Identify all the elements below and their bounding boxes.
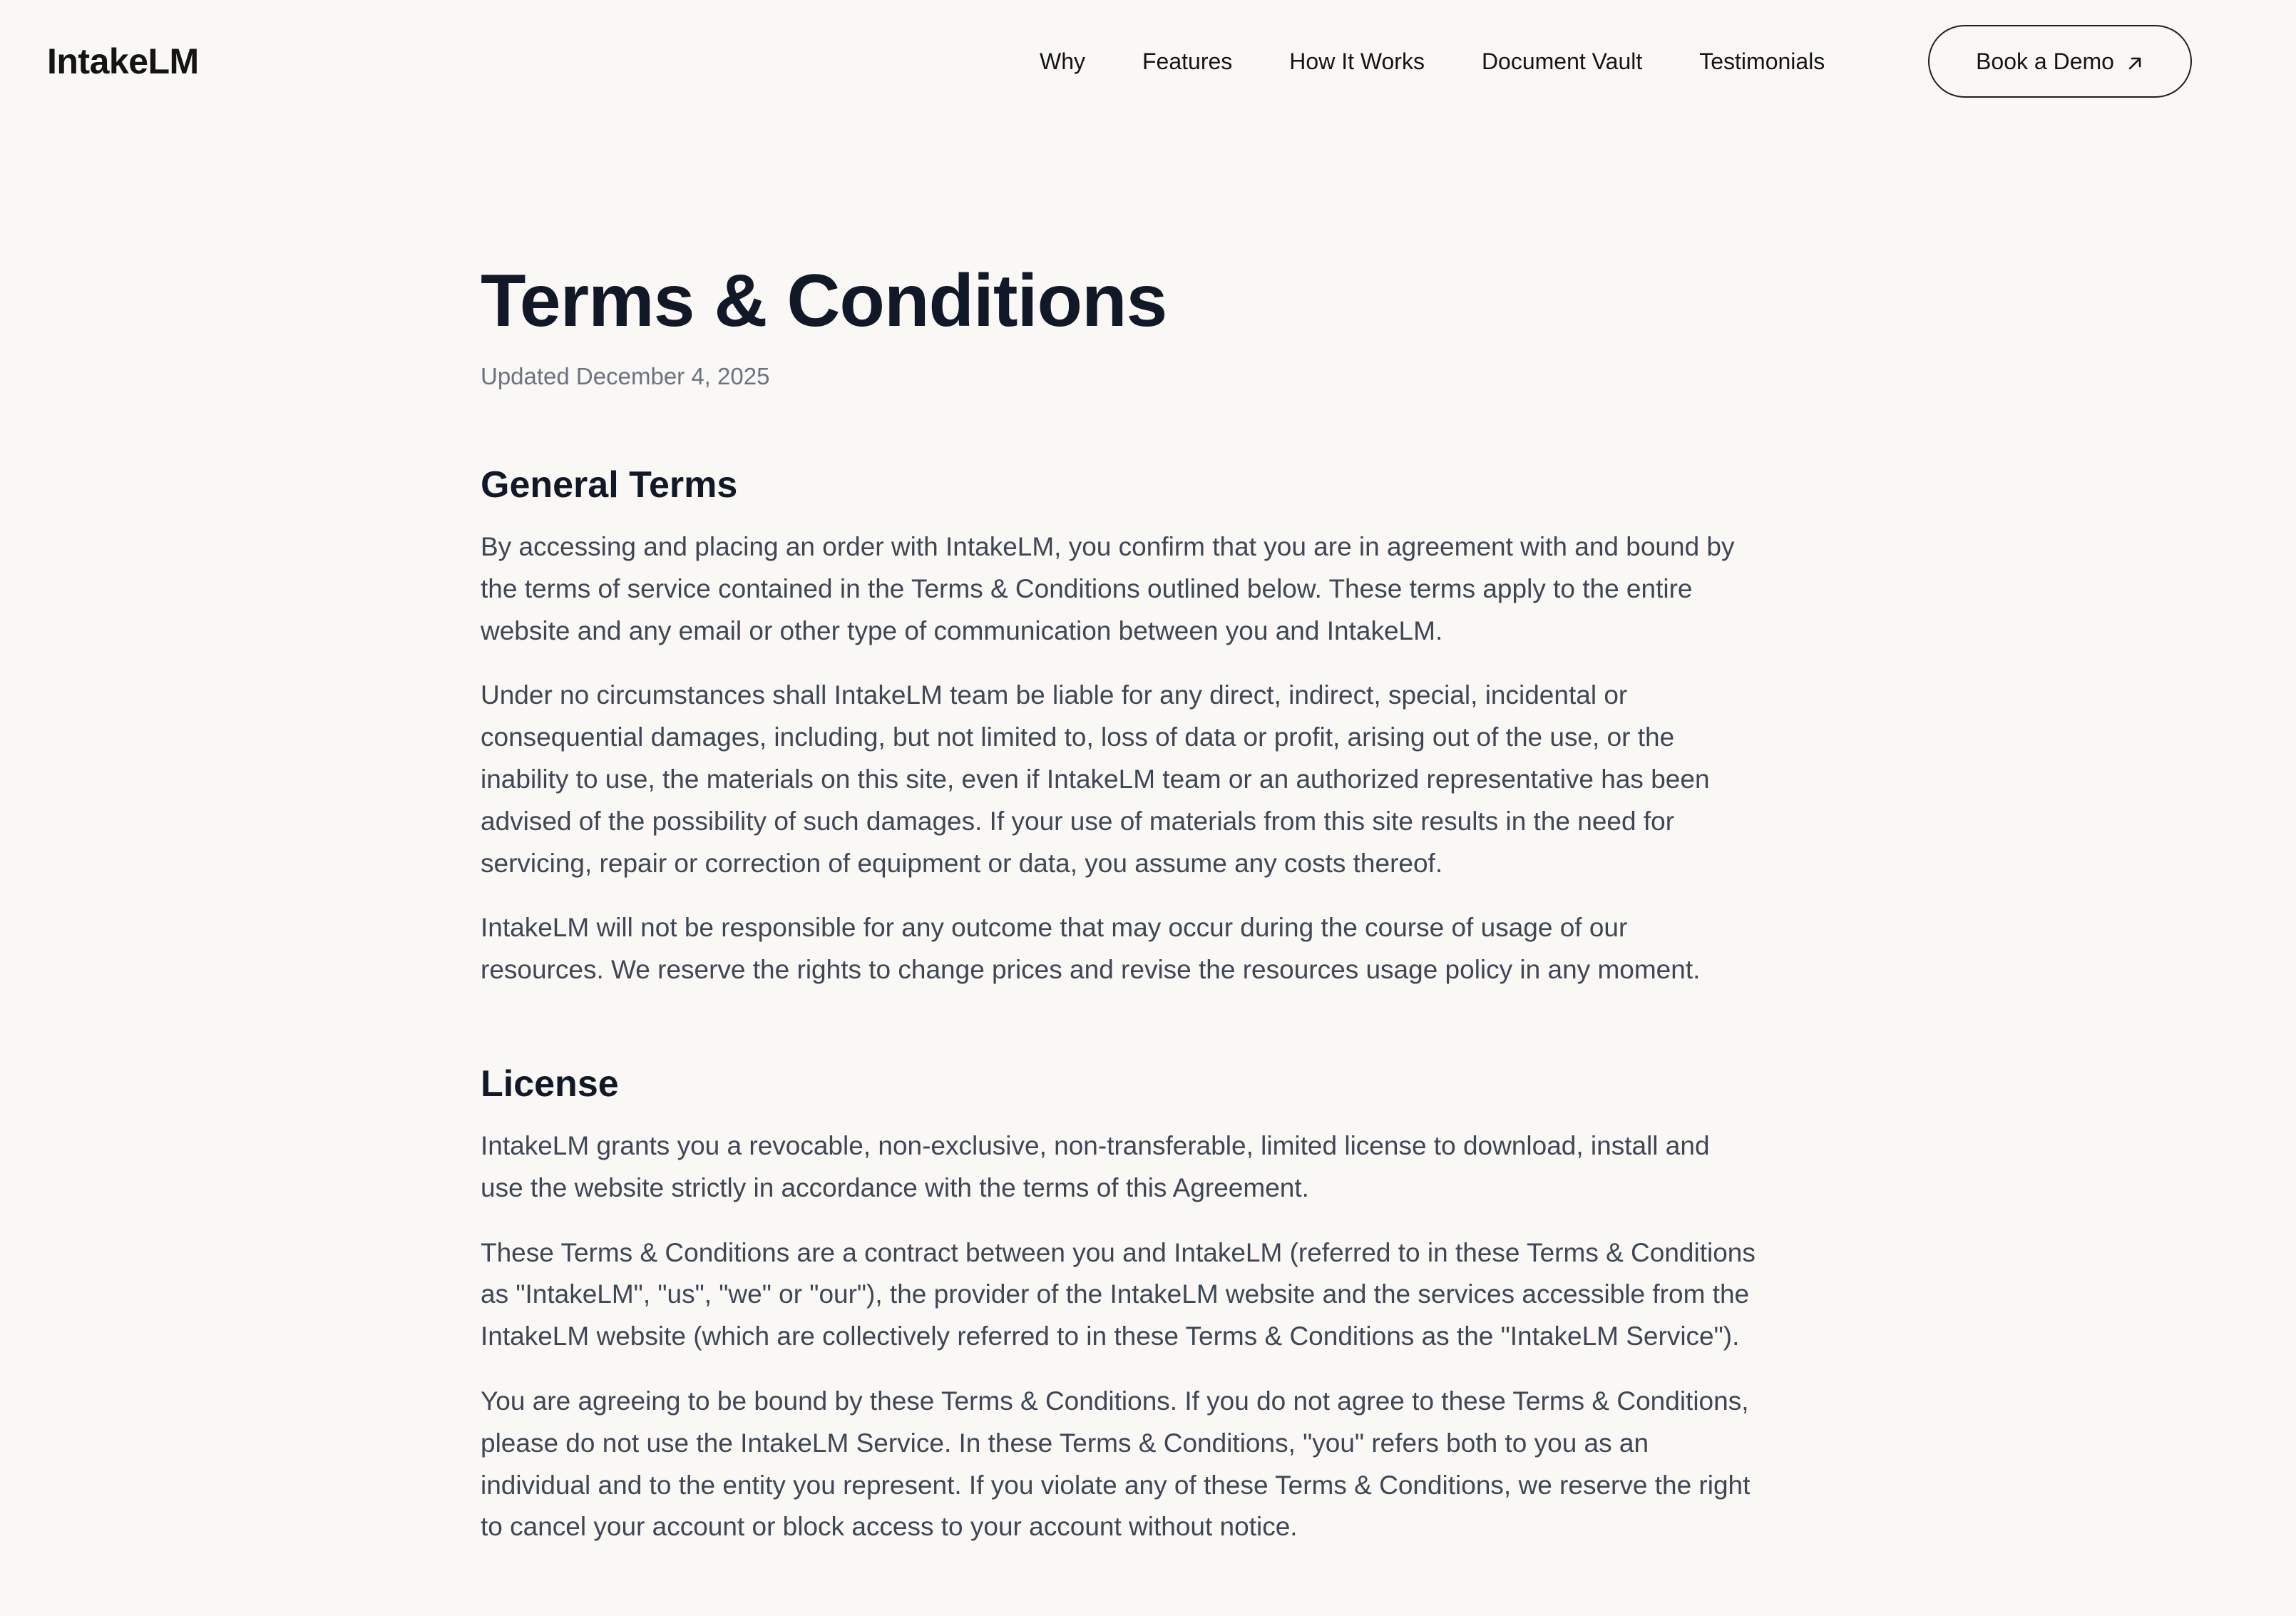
- book-demo-label: Book a Demo: [1976, 48, 2114, 74]
- terms-content: [481, 242, 1764, 1571]
- site-header: [0, 0, 2296, 123]
- paragraph: Under no circumstances shall IntakeLM team be liable for any direct, indirect, special, incidental or consequential damages, including, but not limited to, loss of data or profit, arising out of the use, or the inability to use, the materials on this site, even if IntakeLM team or an authorized representative has been advised of the possibility of such damages. If your use of materials from this site results in the need for servicing, repair or correction of equipment or data, you assume any costs thereof.: [481, 680, 1710, 878]
- paragraph: You are agreeing to be bound by these Terms & Conditions. If you do not agree to these Terms & Conditions, please do not use the IntakeLM Service. In these Terms & Conditions, "you" refers both to you as an individual and to the entity you represent. If you violate any of these Terms & Conditions, we reserve the right to cancel your account or block access to your account without notice.: [481, 1386, 1751, 1542]
- nav-link-document-vault[interactable]: Document Vault: [1481, 48, 1643, 74]
- main-nav: [1040, 43, 1825, 80]
- section-heading: License: [481, 1063, 619, 1105]
- paragraph: IntakeLM will not be responsible for any outcome that may occur during the course of usage of our resources. We reserve the rights to change prices and revise the resources usage policy in any moment.: [481, 913, 1701, 985]
- paragraph: IntakeLM grants you a revocable, non-exclusive, non-transferable, limited license to download, install and use the website strictly in accordance with the terms of this Agreement.: [481, 1130, 1710, 1202]
- section-heading: General Terms: [481, 464, 738, 506]
- paragraph: These Terms & Conditions are a contract between you and IntakeLM (referred to in these Terms & Conditions as "IntakeLM", "us", "we" or "our"), the provider of the IntakeLM website and the services accessible from the IntakeLM website (which are collectively referred to in these Terms & Conditions as the "IntakeLM Service").: [481, 1237, 1756, 1351]
- paragraph: By accessing and placing an order with IntakeLM, you confirm that you are in agreement with and bound by the terms of service contained in the Terms & Conditions outlined below. These terms apply to the entire website and any email or other type of communication between you and IntakeLM.: [481, 532, 1735, 645]
- nav-link-testimonials[interactable]: Testimonials: [1699, 48, 1825, 74]
- updated-date: Updated December 4, 2025: [481, 363, 770, 389]
- arrow-up-right-icon: [2126, 52, 2144, 71]
- nav-link-features[interactable]: Features: [1142, 48, 1233, 74]
- logo[interactable]: IntakeLM: [47, 41, 199, 81]
- book-demo-button[interactable]: [1928, 25, 2192, 98]
- section-general-terms: [481, 458, 1764, 991]
- nav-link-why[interactable]: Why: [1040, 48, 1085, 74]
- page-title: Terms & Conditions: [481, 260, 1167, 342]
- section-license: [481, 1057, 1764, 1548]
- nav-link-how-it-works[interactable]: How It Works: [1289, 48, 1425, 74]
